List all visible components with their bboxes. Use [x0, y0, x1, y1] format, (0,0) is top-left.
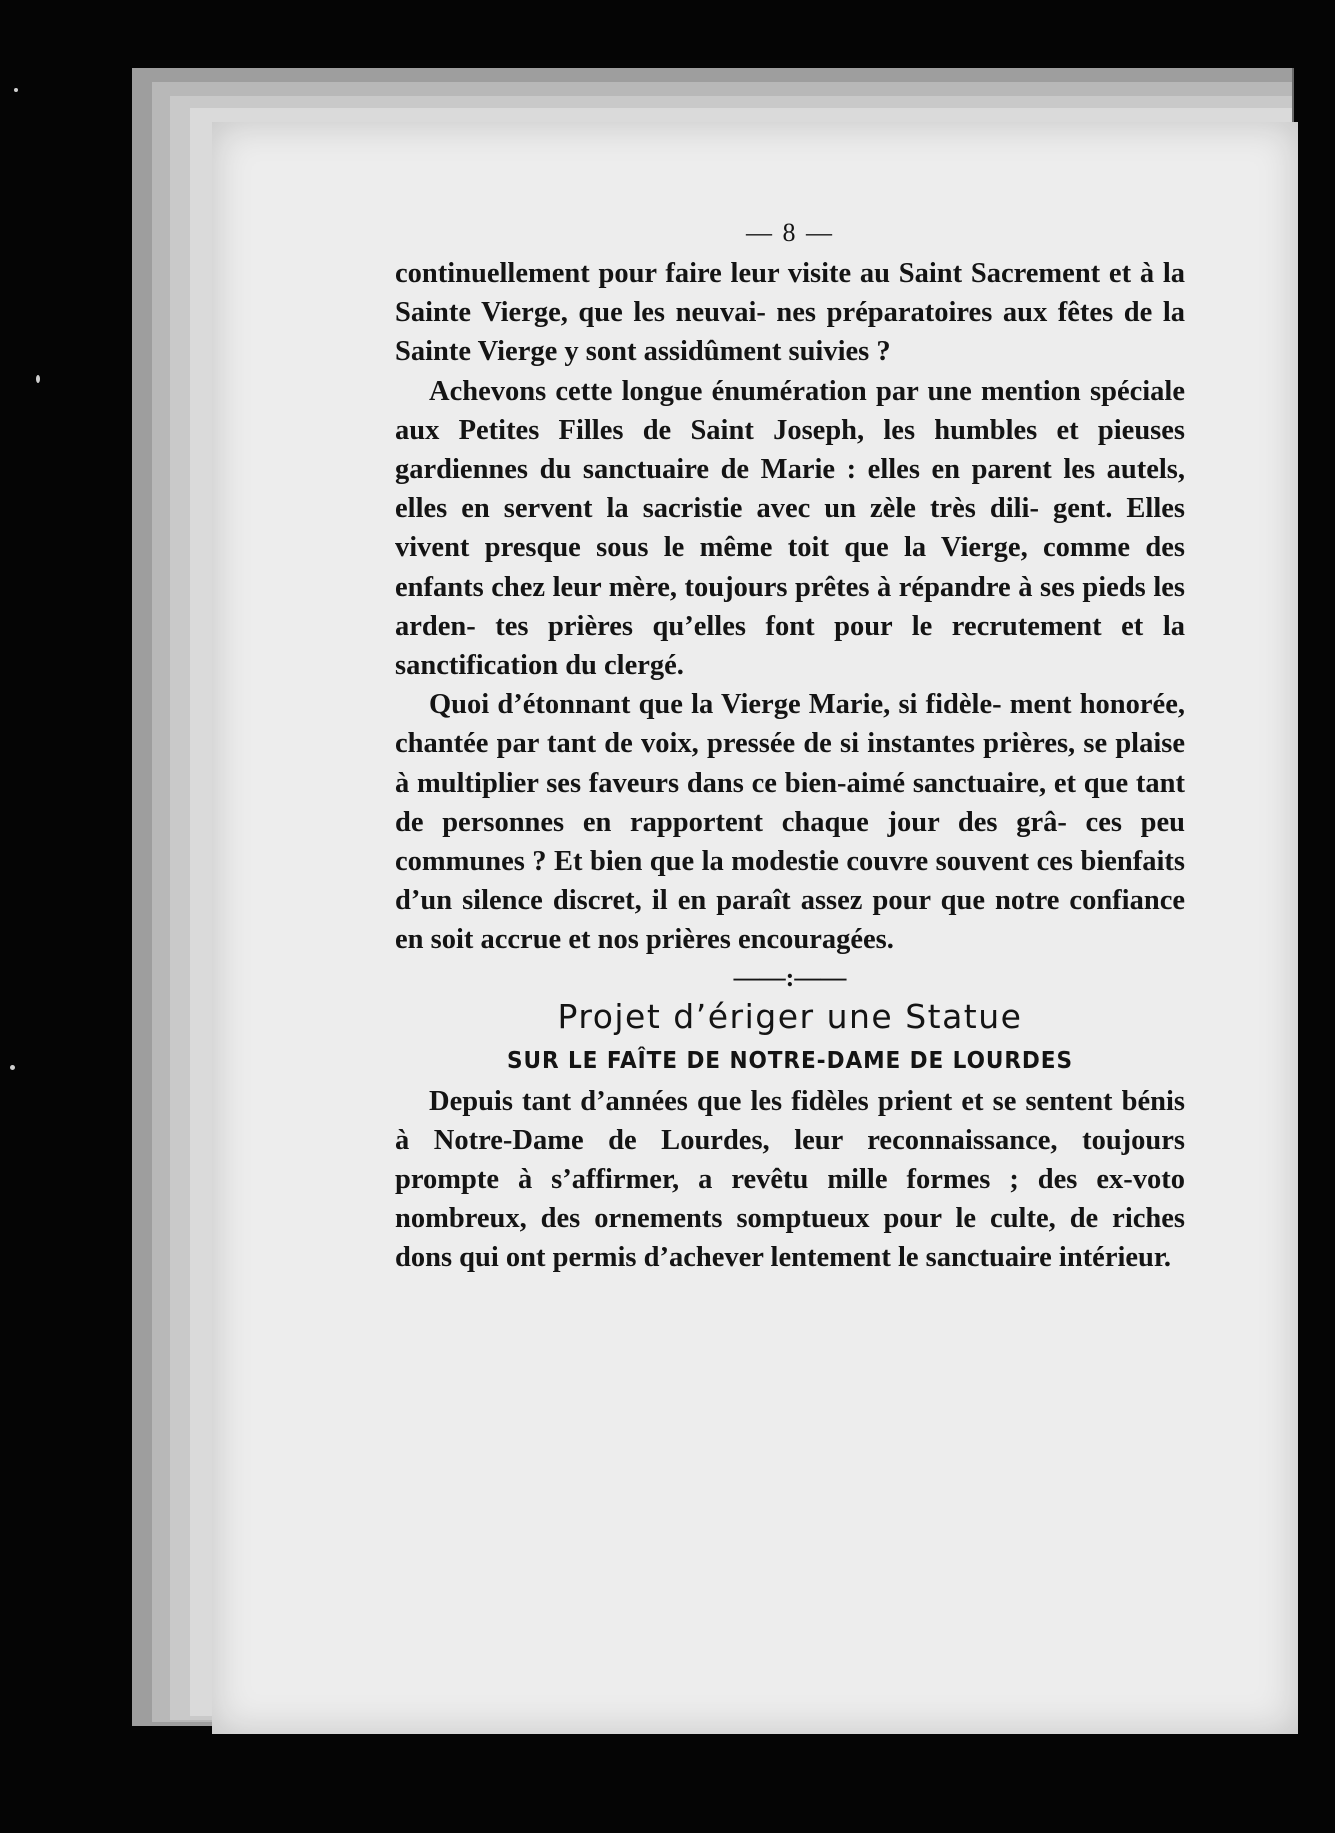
paragraph-petites-filles: Achevons cette longue énumération par une mention spéciale aux Petites Filles de Saint Joseph, les humbles et pieuses gardiennes du sanctuaire de Marie : elles en parent les autels, elles en servent la sacristie avec un zèle très dili- gent. Elles vivent presque sous le même toit que la Vierge, comme des enfants chez leur mère, toujours prêtes à répandre à ses pieds les arden- tes prières qu’elles font pour le recrutement et la sanctification du clergé.	[395, 375, 1185, 682]
section-divider: ——:——	[733, 962, 847, 992]
paragraph-continuation: continuellement pour faire leur visite au Saint Sacrement et à la Sainte Vierge, que les neuvai- nes préparatoires aux fêtes de la Sainte Vierge y sont assidûment suivies ?	[395, 258, 1185, 368]
paragraph-vierge-marie: Quoi d’étonnant que la Vierge Marie, si fidèle- ment honorée, chantée par tant de voix, pressée de si instantes prières, se plaise à multiplier ses faveurs dans ce bien-aimé sanctuaire, et que tant de personnes en rapportent chaque jour des grâ- ces peu communes ? Et bien que la modestie couvre souvent ces bienfaits d’un silence discret, il en paraît assez pour que notre confiance en soit accrue et nos prières encouragées.	[395, 689, 1185, 956]
page-number: — 8 —	[746, 218, 834, 247]
section-subheading: SUR LE FAÎTE DE NOTRE-DAME DE LOURDES	[506, 1045, 1073, 1074]
dust-speck	[10, 1065, 15, 1070]
section-heading: Projet d’ériger une Statue	[557, 996, 1023, 1036]
paragraph-statue: Depuis tant d’années que les fidèles prient et se sentent bénis à Notre-Dame de Lourdes, leur reconnaissance, toujours prompte à s’affirmer, a revêtu mille formes ; des ex-voto nombreux, des ornements somptueux pour le culte, de riches dons qui ont permis d’achever lentement le sanctuaire intérieur.	[395, 1085, 1185, 1274]
page-text	[395, 218, 1185, 1278]
dust-speck	[36, 375, 40, 383]
dust-speck	[14, 88, 18, 92]
